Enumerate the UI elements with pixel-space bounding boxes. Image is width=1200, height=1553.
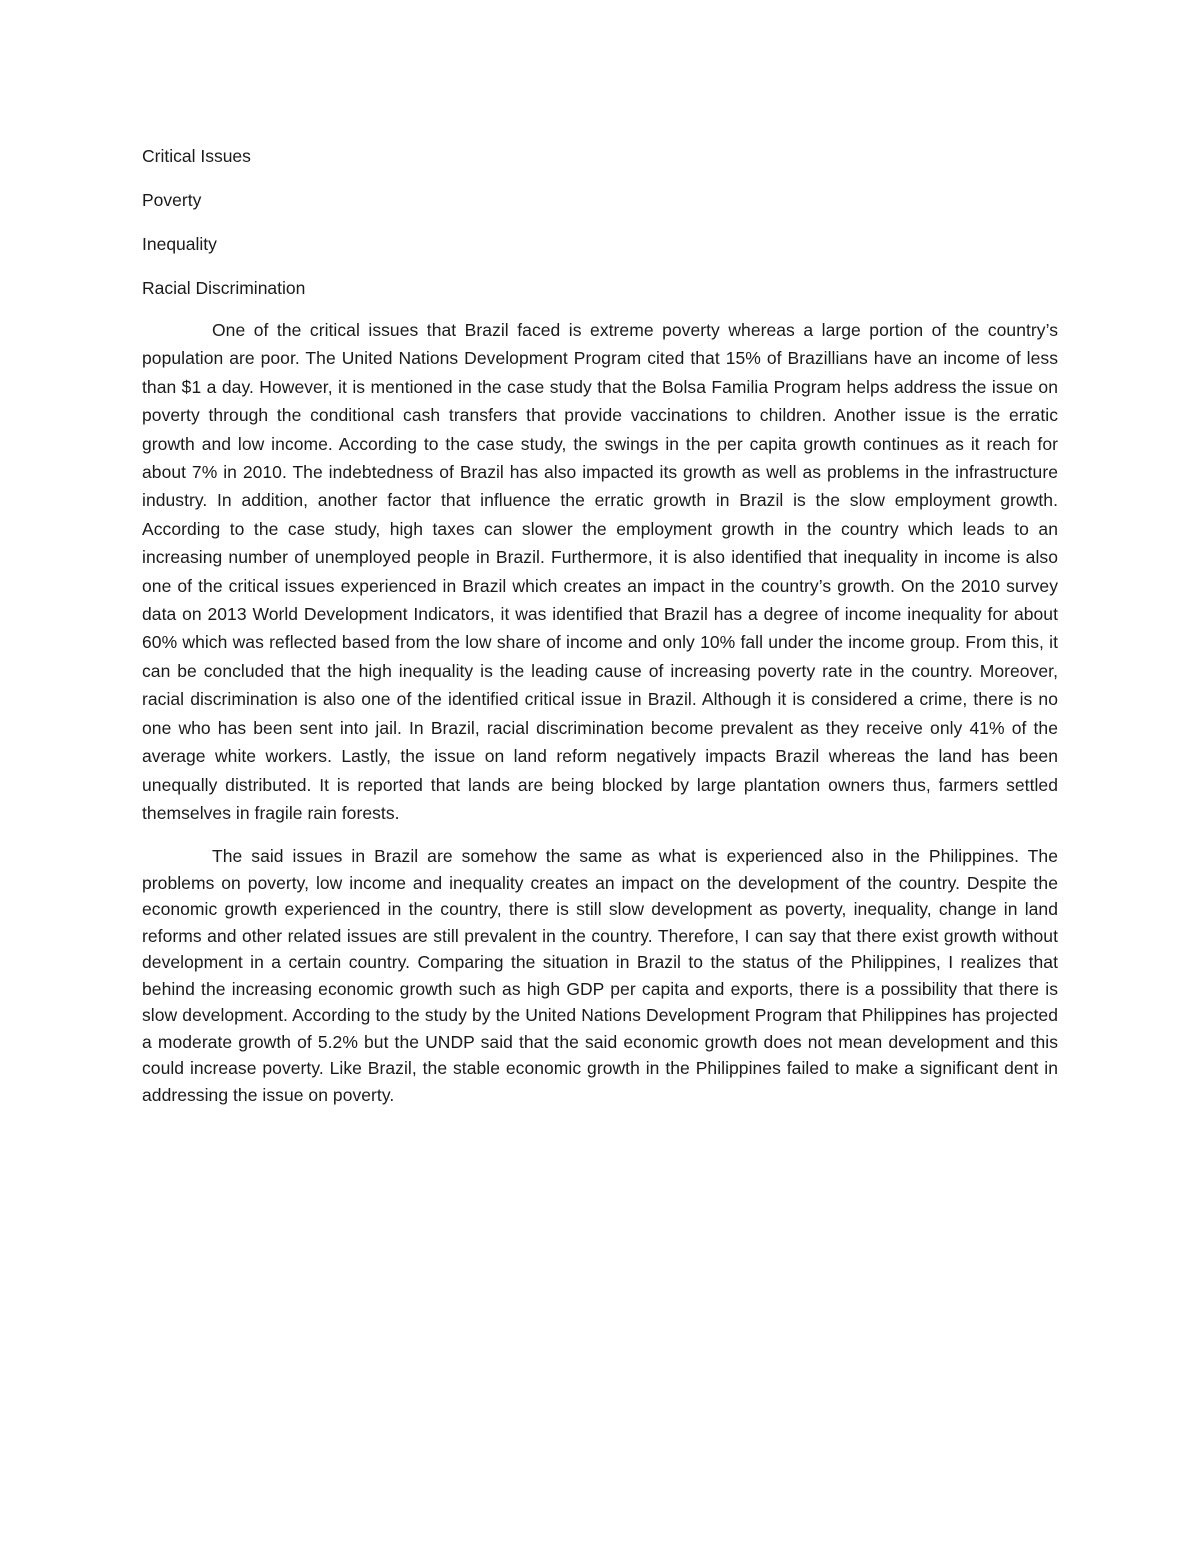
- heading-inequality: Inequality: [142, 234, 217, 254]
- heading-poverty: Poverty: [142, 190, 202, 210]
- paragraph-philippines-comparison: The said issues in Brazil are somehow the same as what is experienced also in the Philippines. The problems on poverty, low income and inequality creates an impact on the development of the country. Despite the economic growth experienced in the country, there is still slow development as poverty, inequality, change in land reforms and other related issues are still prevalent in the country. Therefore, I can say that there exist growth without development in a certain country. Comparing the situation in Brazil to the status of the Philippines, I realizes that behind the increasing economic growth such as high GDP per capita and exports, there is a possibility that there is slow development. According to the study by the United Nations Development Program that Philippines has projected a moderate growth of 5.2% but the UNDP said that the said economic growth does not mean development and this could increase poverty. Like Brazil, the stable economic growth in the Philippines failed to make a significant dent in addressing the issue on poverty.: [142, 846, 1058, 1105]
- heading-racial-discrimination: Racial Discrimination: [142, 278, 306, 298]
- paragraph-brazil-issues: One of the critical issues that Brazil faced is extreme poverty whereas a large portion of the country’s population are poor. The United Nations Development Program cited that 15% of Brazillians have an income of less than $1 a day. However, it is mentioned in the case study that the Bolsa Familia Program helps address the issue on poverty through the conditional cash transfers that provide vaccinations to children. Another issue is the erratic growth and low income. According to the case study, the swings in the per capita growth continues as it reach for about 7% in 2010. The indebtedness of Brazil has also impacted its growth as well as problems in the infrastructure industry. In addition, another factor that influence the erratic growth in Brazil is the slow employment growth. According to the case study, high taxes can slower the employment growth in the country which leads to an increasing number of unemployed people in Brazil. Furthermore, it is also identified that inequality in income is also one of the critical issues experienced in Brazil which creates an impact in the country’s growth. On the 2010 survey data on 2013 World Development Indicators, it was identified that Brazil has a degree of income inequality for about 60% which was reflected based from the low share of income and only 10% fall under the income group. From this, it can be concluded that the high inequality is the leading cause of increasing poverty rate in the country. Moreover, racial discrimination is also one of the identified critical issue in Brazil. Although it is considered a crime, there is no one who has been sent into jail. In Brazil, racial discrimination become prevalent as they receive only 41% of the average white workers. Lastly, the issue on land reform negatively impacts Brazil whereas the land has been unequally distributed. It is reported that lands are being blocked by large plantation owners thus, farmers settled themselves in fragile rain forests.: [142, 320, 1058, 823]
- heading-critical-issues: Critical Issues: [142, 146, 251, 166]
- document-body: [142, 140, 1058, 1124]
